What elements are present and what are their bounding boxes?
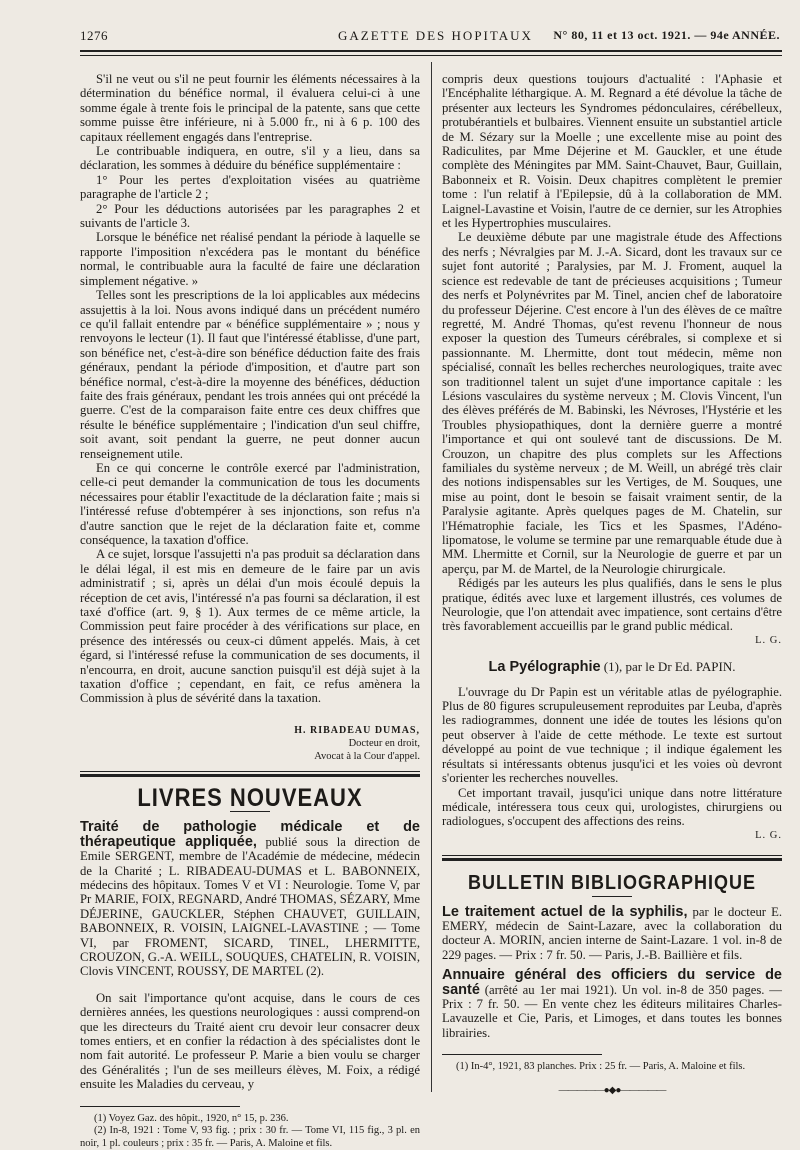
paragraph: 2° Pour les déductions autorisées par les paragraphes 2 et suivants de l'article 3. [80,201,420,231]
page-number: 1276 [80,28,108,43]
short-rule [592,896,632,897]
column-divider [431,62,432,1092]
review-title: La Pyélographie [488,659,601,676]
paragraph: A ce sujet, lorsque l'assujetti n'a pas produit sa déclaration dans le délai légal, il est mis en demeure de le faire par un avis administratif ; si, après un délai d'un mois écoulé depuis la réception de cet avis, l'intéressé n'a pas fourni sa déclaration, il est taxé d'office (art. 9, § 1). Aux termes de ce même article, la Commission peut faire procéder à des vérifications sur place, en présence des intéressés ou ceux-ci dûment appelés. Mais, à cet égard, si l'intéressé refuse la communication de ses documents, il n'encourra, en droit, aucune sanction puisqu'il est déjà sujet à la taxation d'office ; cependant, en fait, ce refus amènera la Commission à plus de sévérité dans la taxation. [80,547,420,706]
section-rule-thick [442,858,782,861]
footnote-rule [80,1106,240,1107]
issue-info: N° 80, 11 et 13 oct. 1921. — 94e ANNÉE. [553,28,780,42]
entry-details: (arrêté au 1er mai 1921). Un vol. in-8 de 350 pages. — Prix : 7 fr. 50. — En vente chez les éditeurs militaires Charles-Lavauzelle et Cie, Paris, et Limoges, et dans toutes les bonnes librairies. [442,982,782,1040]
paragraph: Cet important travail, jusqu'ici unique dans notre littérature médicale, intéressera tous ceux qui, urologistes, chirurgiens ou radiologues, s'occupent des affections des reins. [442,785,782,829]
section-title-livres: LIVRES NOUVEAUX [137,782,363,812]
book-entry [80,820,420,978]
book-details: publié sous la direction de Emile SERGENT, membre de l'Académie de médecine, médecin de la Charité ; L. RIBADEAU-DUMAS et L. BABONNEIX, médecins des hôpitaux. Tomes V et VI : Neurologie. Tome V, par Pr MARIE, FOIX, REGNARD, André THOMAS, SÉZARY, Mme DÉJERINE, GAUCKLER, Stéphen CHAUVET, GUILLAIN, BABONNEIX, R. VOISIN, LAIGNEL-LAVASTINE ; — Tome VI, par FROMENT, SICARD, TINEL, LHERMITTE, CROUZON, G.-A. WEILL, SOUQUES, CHATELIN, R. VOISIN, Clovis VINCENT, ROUSSY, DE MARTEL (2). [80,834,420,979]
paragraph: compris deux questions toujours d'actualité : l'Aphasie et l'Encéphalite léthargique. A. M. Regnard a été dévolue la tâche de présenter aux lecteurs les Syndromes pédonculaires, cérébelleux, protubérantiels et bulbaires. Viennent ensuite un substantiel article de M. Sézary sur la Moelle ; une excellente mise au point des Radiculites, par Mme Déjerine et M. Gauckler, et une étude complète des Méningites par MM. Saint-Chauvet, Baur, Guillain, Babonneix et R. Voisin. Deux chapitres complètent le premier tome : l'un relatif à l'Epilepsie, dû à la collaboration de MM. Laignel-Lavastine et Voisin, l'autre de ce dernier, sur les Atrophies et les Hypertrophies musculaires. [442,72,782,231]
header-rule-thin [80,55,782,56]
section-rule [80,771,420,772]
paragraph: En ce qui concerne le contrôle exercé par l'administration, celle-ci peut demander la communication de tous les documents nécessaires pour établir l'exactitude de la déclaration faite ; mais si l'intéressé refuse d'obtempérer à ses injonctions, son refus n'a d'autre sanction que le rejet de la déclaration faite et, comme conséquence, la taxation d'office. [80,460,420,547]
author-title: Docteur en droit, [348,737,420,749]
section-rule [442,855,782,856]
header-rule [80,50,782,52]
right-column [442,72,782,1098]
footnote: (1) Voyez Gaz. des hôpit., 1920, n° 15, p. 236. [94,1112,289,1124]
paragraph: S'il ne veut ou s'il ne peut fournir les éléments nécessaires à la détermination du bénéfice normal, il évaluera celui-ci à une somme égale à trente fois le principal de la patente, sans que cette somme puisse être inférieure, ni à 5.000 fr., ni à 6 p. 100 des capitaux réellement engagés dans l'entreprise. [80,72,420,144]
author-name: H. RIBADEAU DUMAS, [294,724,420,736]
author-initials: L. G. [755,634,782,646]
footnote: (1) In-4°, 1921, 83 planches. Prix : 25 fr. — Paris, A. Maloine et fils. [456,1061,746,1073]
entry-details: par le docteur E. EMERY, médecin de Saint-Lazare, avec la collaboration du docteur A. MORIN, ancien interne de Saint-Lazare. 1 vol. in-8 de 229 pages. — Prix : 7 fr. 50. — Paris, J.-B. Baillière et fils. [442,904,782,962]
review-author: (1), par le Dr Ed. PAPIN. [600,659,736,675]
author-affiliation: Avocat à la Cour d'appel. [314,750,420,762]
book-title: Traité de pathologie médicale et de thérapeutique appliquée, [80,819,420,850]
paragraph: Telles sont les prescriptions de la loi applicables aux médecins assujettis à la loi. Nous avons indiqué dans un précédent numéro ce qu'il fallait entendre par « bénéfice supplémentaire » ; nous y renvoyons le lecteur (1). Il faut que l'intéressé établisse, d'une part, son bénéfice net, c'est-à-dire son bénéfice déduction faite des frais généraux, pendant la période d'imposition, et d'autre part son bénéfice normal, c'est-à-dire la moyenne des bénéfices, déduction faite des frais généraux, pendant les trois années qui ont précédé la guerre. C'est de la comparaison faite entre ces deux chiffres que résulte le bénéfice supplémentaire ; l'indication d'un seul chiffre, soit avant, soit pendant la guerre, ne peut donner aucun renseignement utile. [80,288,420,461]
paragraph: Lorsque le bénéfice net réalisé pendant la période à laquelle se rapporte l'imposition n'excédera pas le montant du bénéfice normal, le contribuable aura la faculté de faire une déclaration simplement négative. » [80,230,420,288]
entry-title: Annuaire général des officiers du service de santé [442,967,782,998]
footnotes [442,1061,782,1074]
paragraph: Le deuxième débute par une magistrale étude des Affections des nerfs ; Névralgies par M. J.-A. Sicard, dont les travaux sur ce sujet font autorité ; Paralysies, par M. J. Froment, auquel la science est redevable de tant de précieuses acquisitions ; Tumeur des nerfs et Polynévrites par M. Tinel, ancien chef de laboratoire du professeur Déjerine. C'est encore à l'un des élèves de ce maître regretté, M. André Thomas, qu'est revenu l'honneur de nous exposer la question des Tumeurs cérébrales, si complexe et si passionnante. M. Lhermitte, dont tout médecin, même non spécialisé, connaît les belles recherches neurologiques, traite avec son traditionnel talent un sujet d'une importance capitale : les Lésions vasculaires du système nerveux ; M. Clovis Vincent, l'un des élèves préférés de M. Babinski, les Névroses, l'Hystérie et les Troubles physiopathiques, dont la dernière guerre a montré l'importance et qui ont soulevé tant de discussions. De M. Crouzon, un chapitre des plus complets sur les Affections familiales du système nerveux ; de M. Weill, un abrégé très clair des notions indispensables sur les Vertiges, de M. Souques, une mise au point, dont le besoin se faisait vraiment sentir, de la Paralysie agitante. Après quelques pages de M. Chatelin, sur l'Hématrophie faciale, les Tics et les Spasmes, l'Adéno-lipomatose, le volume se termine par une remarquable étude due à MM. Lhermitte et Cornil, sur la Neurologie de guerre et par un aperçu, par M. de Martel, de la Neurologie chirurgicale. [442,230,782,576]
bibliography-entry [442,905,782,963]
journal-title: GAZETTE DES HOPITAUX [338,28,533,43]
footnotes [80,1113,420,1150]
bibliography-entry [442,968,782,1040]
review-heading [442,660,782,674]
page-header [80,22,780,48]
left-column [80,72,420,1150]
section-rule-thick [80,774,420,777]
entry-title: Le traitement actuel de la syphilis, [442,903,688,920]
footnote: (2) In-8, 1921 : Tome V, 93 fig. ; prix : 30 fr. — Tome VI, 115 fig., 3 pl. en noir, 1 pl. couleurs ; prix : 35 fr. — Paris, A. Maloine et fils. [80,1125,420,1149]
paragraph: L'ouvrage du Dr Papin est un véritable atlas de pyélographie. Plus de 80 figures scrupuleusement reproduites par Leuba, d'après les radiogrammes, donnent une idée de toutes les lésions qu'on peut observer à l'aide de cette méthode. Le texte est surtout développé au point de vue technique ; il indique également les résultats si intéressants obtenus jusqu'ici et les voies où devront s'orienter les recherches nouvelles. [442,684,782,786]
paragraph: Rédigés par les auteurs les plus qualifiés, dans le sens le plus pratique, édités avec luxe et largement illustrés, ces volumes de Neurologie, que l'on attendait avec impatience, sont certains d'être très favorablement accueillis par le grand public médical. [442,576,782,634]
end-ornament: —————●◆●————— [558,1084,666,1096]
footnote-rule [442,1054,602,1055]
author-initials: L. G. [755,829,782,841]
section-title-bulletin: BULLETIN BIBLIOGRAPHIQUE [468,870,756,894]
author-signature [80,724,420,763]
paragraph: 1° Pour les pertes d'exploitation visées au quatrième paragraphe de l'article 2 ; [80,172,420,202]
paragraph: Le contribuable indiquera, en outre, s'il y a lieu, dans sa déclaration, les sommes à déduire du bénéfice supplémentaire : [80,144,420,173]
paragraph: On sait l'importance qu'ont acquise, dans le cours de ces dernières années, les questions neurologiques : aussi comprend-on que les directeurs du Traité aient cru devoir leur consacrer deux tomes entiers, et en confier la rédaction à des spécialistes dont le nom fait autorité. Le professeur P. Marie a bien voulu se charger des Généralités ; l'un de ses meilleurs élèves, M. Foix, a rédigé ensuite les Maladies du cerveau, y [80,990,420,1092]
